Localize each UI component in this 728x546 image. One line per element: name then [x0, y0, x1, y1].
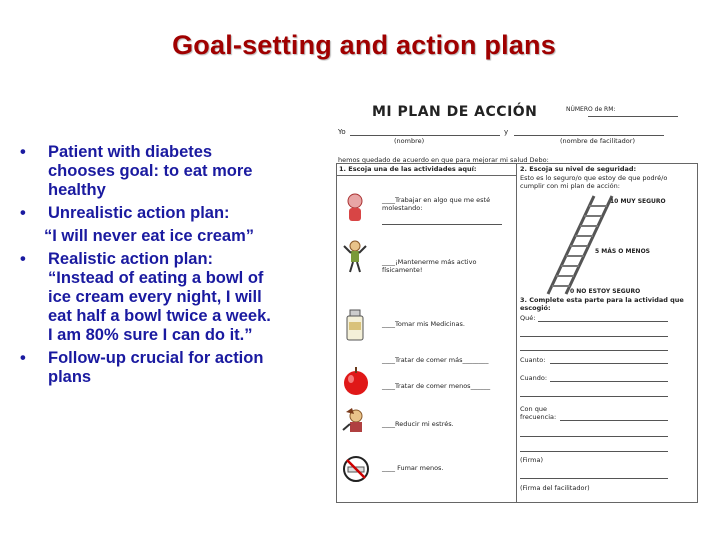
person-worried-icon [342, 192, 368, 222]
bullet-line: “I will never eat ice cream” [44, 227, 255, 245]
field-cuanto: Cuanto: [520, 356, 546, 364]
action-plan-form-image [330, 100, 705, 502]
confidence-ladder-icon [542, 194, 622, 296]
bullet-line: “Instead of eating a bowl of [48, 269, 264, 287]
field-frecuencia-line [560, 420, 668, 421]
form-title: MI PLAN DE ACCIÓN [372, 104, 538, 120]
bullet-line: healthy [48, 181, 106, 199]
bullet-line: eat half a bowl twice a week. [48, 307, 271, 325]
field-line-4 [520, 396, 668, 397]
stressed-person-icon [342, 406, 370, 436]
bullet-line: ice cream every night, I will [48, 288, 262, 306]
field-line-7 [520, 478, 668, 479]
form-section2-header: 2. Escoja su nivel de seguridad: [520, 165, 637, 173]
activity-5: ____Tratar de comer menos______ [382, 382, 491, 390]
ladder-label-0: 0 NO ESTOY SEGURO [570, 288, 641, 295]
bullet-line: plans [48, 368, 92, 386]
bullet-item [20, 349, 320, 387]
slide-title: Goal-setting and action plans [172, 30, 556, 60]
form-nombre-caption: (nombre) [394, 137, 425, 145]
field-line-6 [520, 451, 668, 452]
form-numero-line [588, 116, 678, 117]
form-y-label: y [504, 128, 509, 136]
form-numero-label: NÚMERO de RM: [566, 106, 616, 113]
form-agreement-text: hemos quedado de acuerdo en que para mejorar mi salud Debo: [338, 156, 549, 164]
activity-3: ____Tomar mis Medicinas. [382, 320, 465, 328]
bullet-list [20, 143, 320, 391]
bullet-item [20, 204, 320, 223]
bullet-line: I am 80% sure I can do it.” [48, 326, 253, 344]
form-header-divider [336, 175, 516, 176]
field-cuando-line [550, 381, 668, 382]
form-facilitator-caption: (nombre de facilitador) [560, 137, 635, 145]
activity-2: ____¡Mantenerme más activo físicamente! [382, 258, 477, 274]
bullet-item [20, 143, 320, 200]
person-exercising-icon [342, 240, 368, 274]
form-name-line [350, 135, 500, 136]
field-line-2 [520, 336, 668, 337]
field-line-3 [520, 350, 668, 351]
apple-icon [342, 366, 370, 396]
ladder-label-5: 5 MÁS O MENOS [595, 248, 650, 255]
bullet-item [20, 250, 320, 345]
field-con-que: Con que [520, 405, 547, 413]
form-main-box [336, 163, 698, 503]
activity-6: ____Reducir mi estrés. [382, 420, 454, 428]
field-cuando: Cuando: [520, 374, 548, 382]
bullet-line: chooses goal: to eat more [48, 162, 253, 180]
field-firma-facilitador: (Firma del facilitador) [520, 484, 590, 492]
activity-1: ____Trabajar en algo que me esté molestando: [382, 196, 491, 212]
field-frecuencia: frecuencia: [520, 413, 557, 421]
field-que-line [538, 321, 668, 322]
quote-item [20, 227, 320, 246]
activity-1-line [382, 224, 502, 225]
bullet-line: • Realistic action plan: [48, 250, 214, 268]
form-column-divider [516, 163, 517, 502]
form-yo-label: Yo [338, 128, 346, 136]
field-line-5 [520, 436, 668, 437]
bullet-line: • Follow-up crucial for action [48, 349, 264, 367]
activity-4: ____Tratar de comer más________ [382, 356, 489, 364]
activity-7: ____ Fumar menos. [382, 464, 444, 472]
no-smoking-icon [342, 454, 370, 484]
bullet-line: • Patient with diabetes [48, 143, 213, 161]
form-facilitator-line [514, 135, 664, 136]
field-cuanto-line [550, 363, 668, 364]
field-firma: (Firma) [520, 456, 544, 464]
form-section1-header: 1. Escoja una de las actividades aquí: [339, 165, 477, 173]
ladder-label-10: 10 MUY SEGURO [610, 198, 666, 205]
form-section2-subtext: Esto es lo seguro/o que estoy de que podré/o cumplir con mi plan de acción: [520, 174, 668, 190]
bullet-line: • Unrealistic action plan: [48, 204, 230, 222]
medicine-bottle-icon [342, 308, 368, 342]
form-section3-header: 3. Complete esta parte para la actividad que escogió: [520, 296, 684, 312]
field-que: Qué: [520, 314, 536, 322]
